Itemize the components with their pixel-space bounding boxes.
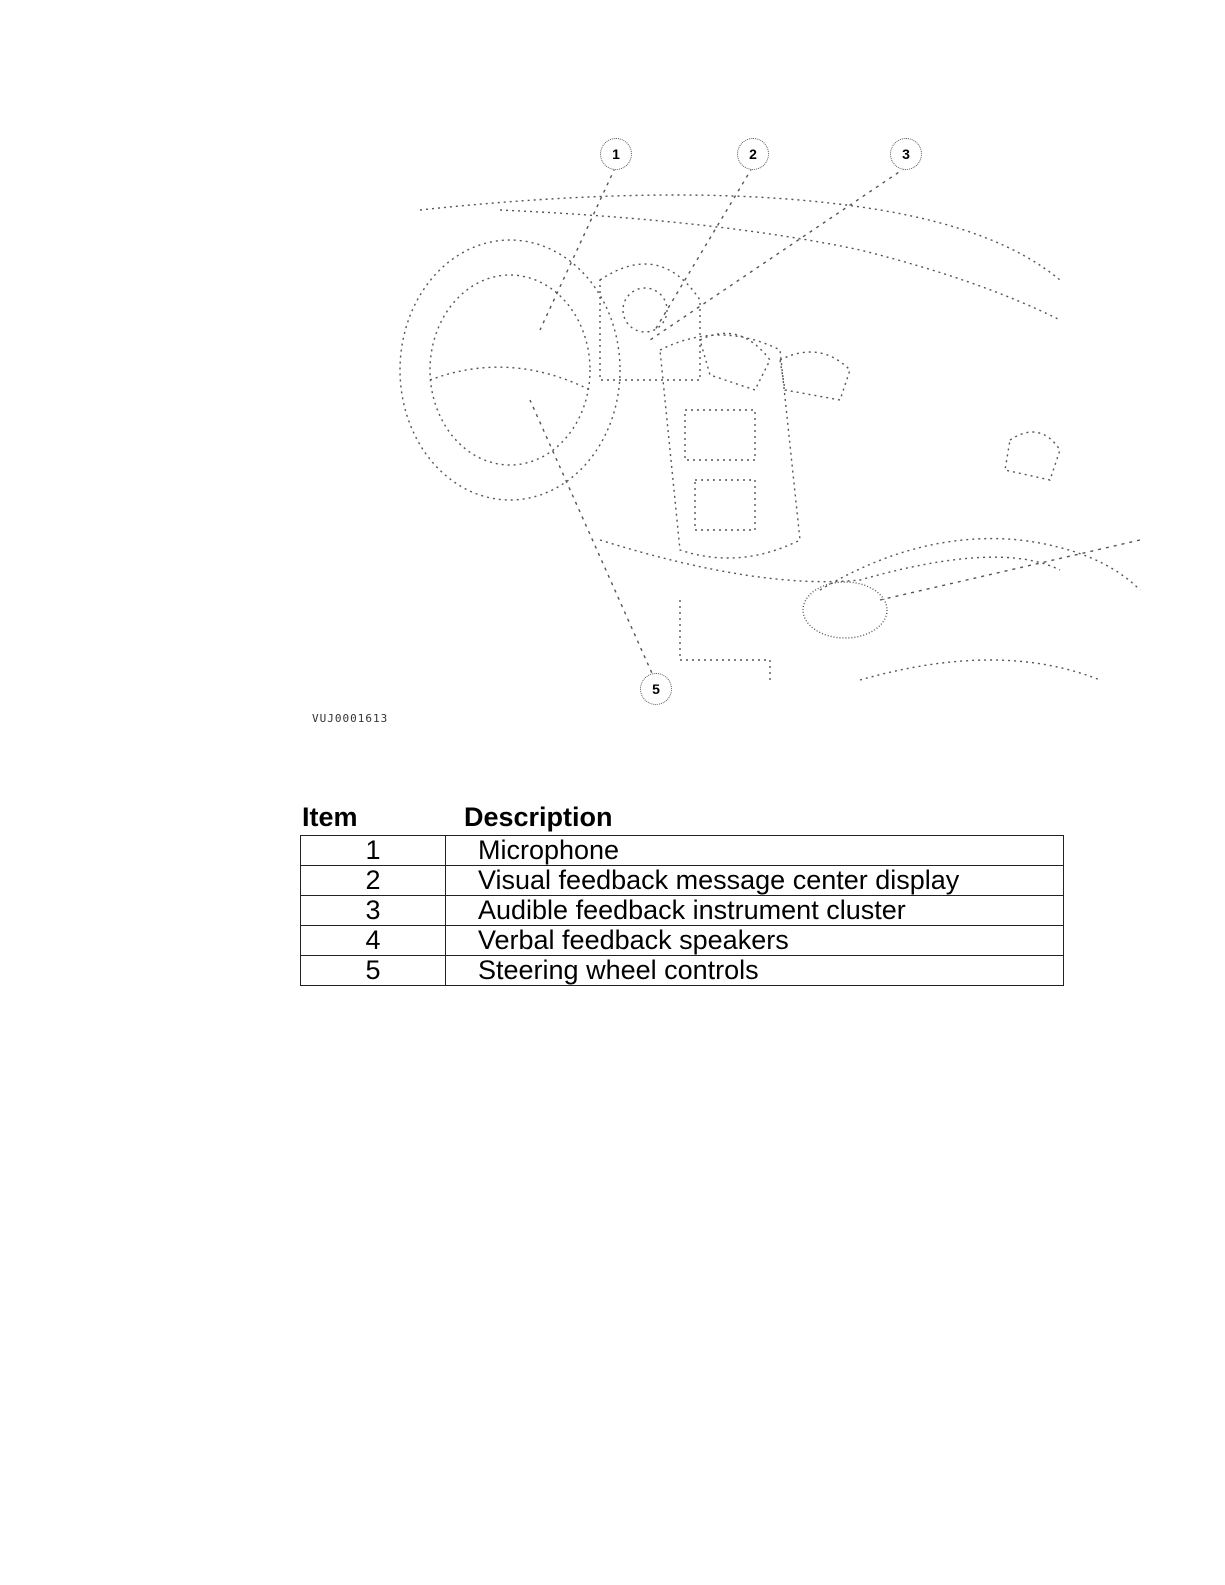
table-header (300, 800, 1064, 835)
table-row (301, 836, 1064, 866)
item-number: 1 (301, 836, 446, 866)
dashboard-figure (300, 120, 1160, 740)
table-row (301, 956, 1064, 986)
item-number: 3 (301, 896, 446, 926)
callout-5: 5 (640, 673, 672, 705)
header-item: Item (302, 802, 358, 832)
legend-table-section (300, 800, 1064, 986)
item-number: 5 (301, 956, 446, 986)
item-number: 2 (301, 866, 446, 896)
table-row (301, 926, 1064, 956)
table-row (301, 866, 1064, 896)
table-row (301, 896, 1064, 926)
item-description: Audible feedback instrument cluster (446, 896, 1064, 926)
item-description: Visual feedback message center display (446, 866, 1064, 896)
item-description: Steering wheel controls (446, 956, 1064, 986)
callout-1: 1 (600, 138, 632, 170)
item-number: 4 (301, 926, 446, 956)
figure-code: VUJ0001613 (312, 712, 389, 725)
item-description: Verbal feedback speakers (446, 926, 1064, 956)
callout-3: 3 (890, 138, 922, 170)
legend-table (300, 835, 1064, 986)
item-description: Microphone (446, 836, 1064, 866)
callout-2: 2 (737, 138, 769, 170)
dashboard-illustration (300, 120, 1160, 740)
header-description: Description (464, 802, 613, 832)
